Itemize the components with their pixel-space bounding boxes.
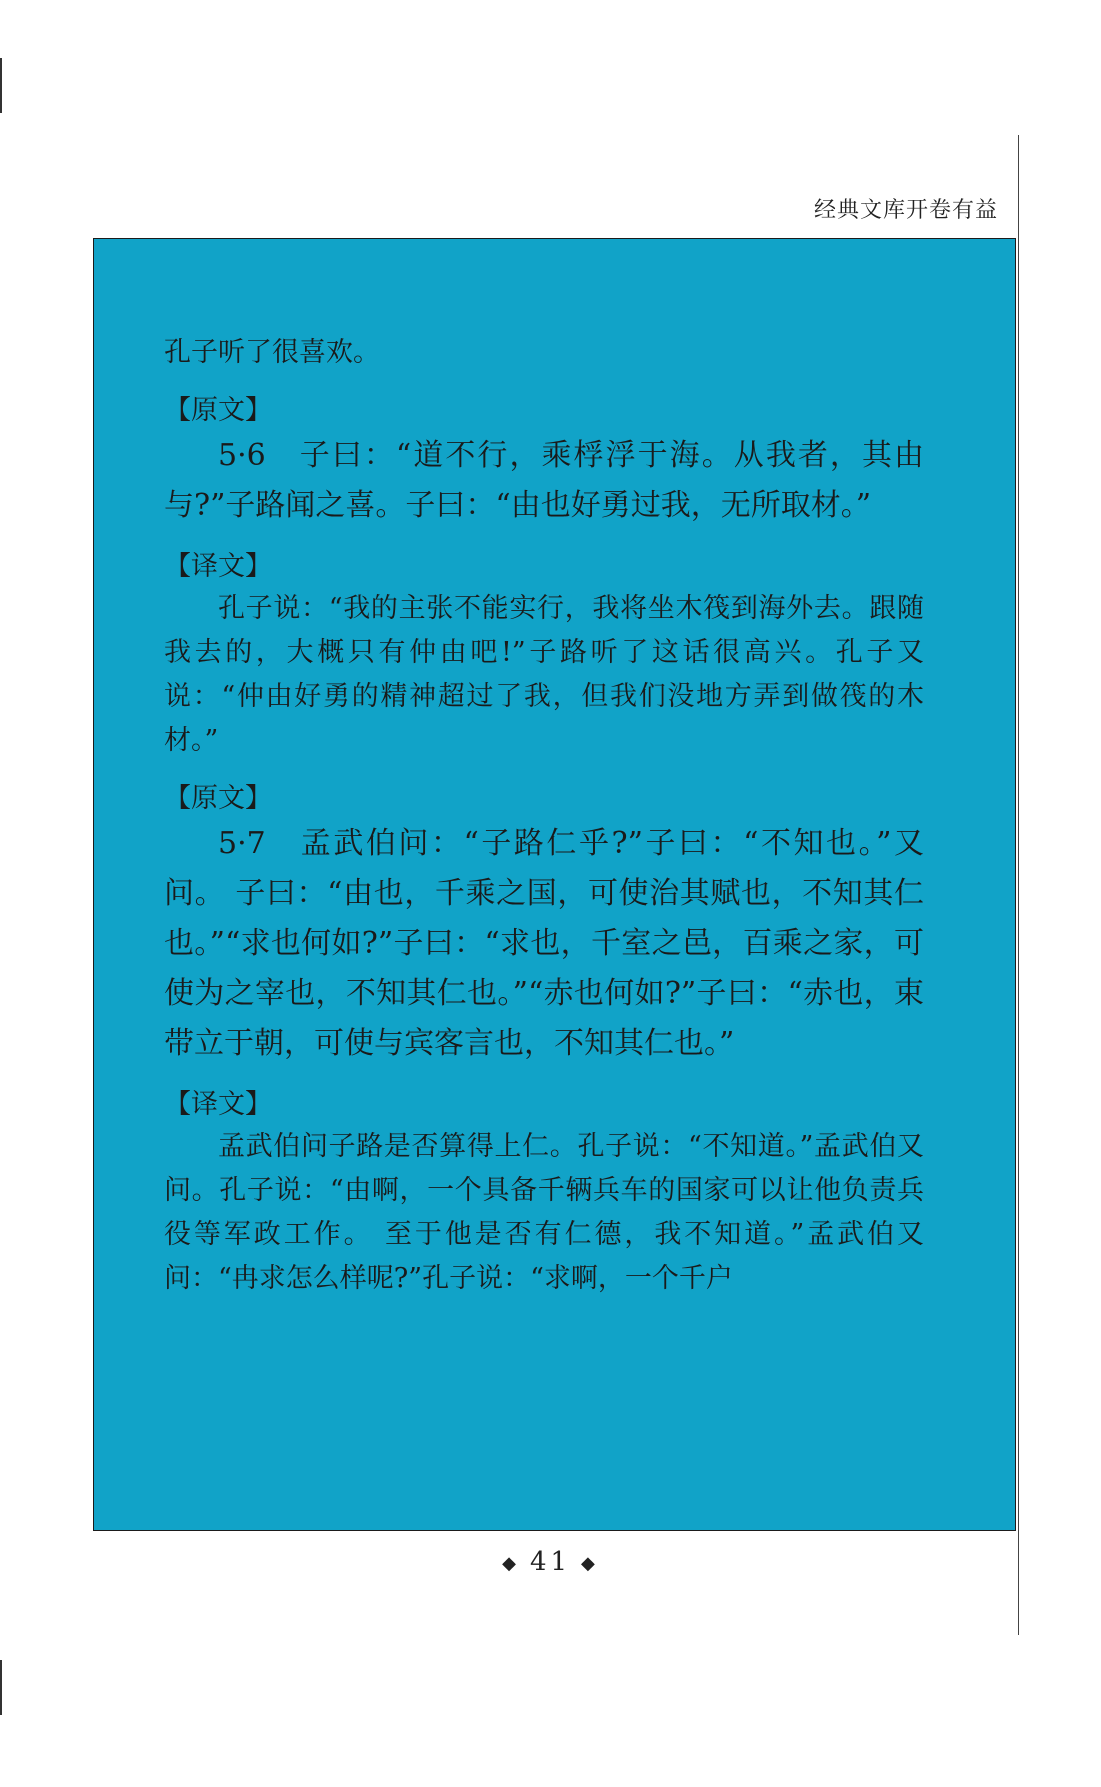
crop-mark-bottom xyxy=(0,1660,2,1715)
page-edge-rule xyxy=(1018,135,1019,1635)
panel-content xyxy=(164,331,924,1301)
translation-paragraph: 孔子听了很喜欢。 xyxy=(164,337,380,368)
translation-paragraph: 孟武伯问子路是否算得上仁。孔子说：“不知道。”孟武伯又问。孔子说：“由啊，一个具备千辆兵车的国家可以让他负责兵役等军政工作。 至于他是否有仁德，我不知道。”孟武伯又问：“冉求怎么样呢?”孔子说：“求啊，一个千户 xyxy=(164,1131,924,1294)
text-panel xyxy=(93,238,1016,1531)
translation-paragraph: 孔子说：“我的主张不能实行，我将坐木筏到海外去。跟随我去的，大概只有仲由吧!”子路听了这话很高兴。孔子又说：“仲由好勇的精神超过了我，但我们没地方弄到做筏的木材。” xyxy=(164,593,924,756)
section-label-original: 【原文】 xyxy=(164,783,272,814)
original-text: 5·6 子曰：“道不行，乘桴浮于海。从我者，其由与?”子路闻之喜。子曰：“由也好勇过我，无所取材。” xyxy=(164,438,924,523)
original-text: 5·7 孟武伯问：“子路仁乎?”子曰：“不知也。”又问。 子曰：“由也，千乘之国，可使治其赋也，不知其仁也。”“求也何如?”子曰：“求也，千室之邑，百乘之家，可使为之宰也，不知其仁也。”“赤也何如?”子曰：“赤也，束带立于朝，可使与宾客言也，不知其仁也。” xyxy=(164,826,924,1061)
running-head: 经典文库开卷有益 xyxy=(813,198,998,223)
section-label-translation: 【译文】 xyxy=(164,551,272,582)
section-label-original: 【原文】 xyxy=(164,395,272,426)
section-label-translation: 【译文】 xyxy=(164,1089,272,1120)
crop-mark-top xyxy=(0,58,2,113)
page-number: 41 xyxy=(529,1547,572,1577)
diamond-right-icon: ◆ xyxy=(581,1552,599,1574)
page-number-footer xyxy=(0,1547,1101,1577)
diamond-left-icon: ◆ xyxy=(502,1552,520,1574)
